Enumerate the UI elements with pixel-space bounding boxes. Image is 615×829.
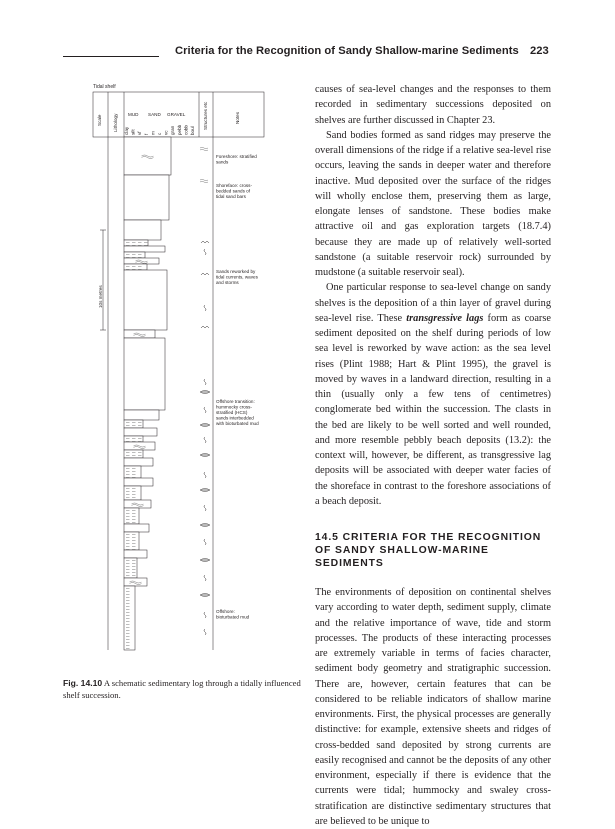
log-bed <box>124 246 165 252</box>
fig-top-label: Tidal shelf <box>93 84 116 90</box>
log-bed <box>124 220 161 240</box>
log-bed <box>124 486 141 500</box>
grain-size-labels <box>124 124 195 135</box>
log-bed <box>124 586 135 650</box>
log-bed <box>124 420 143 428</box>
figure-caption-text: A schematic sedimentary log through a tidally influenced shelf succession. <box>63 678 301 700</box>
paragraph-3 <box>315 280 551 509</box>
col-gravel: GRAVEL <box>167 112 186 117</box>
term-transgressive-lags: transgressive lags <box>406 312 484 324</box>
note-foreshore: Foreshore: stratified sands <box>216 154 257 165</box>
col-mud: MUD <box>128 112 139 117</box>
header-rule <box>63 56 159 57</box>
sedimentary-structure-symbols <box>200 147 210 635</box>
col-structures: Structures etc <box>203 101 208 130</box>
col-sand: SAND <box>148 112 161 117</box>
grain-size-clay: clay <box>124 126 129 135</box>
log-bed <box>124 436 143 442</box>
figure-caption <box>63 677 303 701</box>
scale-bar <box>100 230 106 330</box>
note-reworked-sands: Sands reworked by tidal currents, waves and storms <box>216 269 258 285</box>
paragraph-1: causes of sea-level changes and the responses to them recorded in sedimentary successions deposited on shelves are further discussed in Chapter 23. <box>315 84 551 126</box>
log-bed <box>124 466 141 478</box>
lithology-column <box>124 137 171 650</box>
log-bed <box>124 270 167 330</box>
grain-size-m: m <box>150 131 156 135</box>
grain-size-cobb: cobb <box>183 125 189 135</box>
grain-size-vf: vf <box>137 131 143 135</box>
log-bed <box>124 450 143 458</box>
grain-size-boul: boul <box>190 126 195 135</box>
log-bed <box>124 558 137 578</box>
grain-size-gran: gran <box>170 125 176 135</box>
paragraph-3-end: form as coarse sediment deposited on the shelf during periods of low sea level is reworked by wave action: as the sea level rises (Plint 1988; Hart & Plint 1995), the gravel is moved by waves in a landward direction, resulting in a thin (usually only a few tens of centimetres) conglomerate bed within the succession. The clasts in the bed are likely to be well sorted and well rounded, and more resemble pebbly beach deposits (13.2): the context will, however, be different, as transgressive lag deposits will be associated with deeper water facies of the shoreface in contrast to the foreshore associations of a beach deposit. <box>315 312 551 507</box>
log-bed <box>124 458 153 466</box>
grain-size-c: c <box>157 132 162 135</box>
col-lithology: Lithology <box>113 113 118 132</box>
log-bed <box>124 338 165 410</box>
log-bed <box>124 175 169 220</box>
paragraph-3-start: One particular response to sea-level change on sandy shelves is the deposition of a thin layer of gravel during sea-level rise. These <box>315 282 551 324</box>
grain-size-pebb: pebb <box>176 124 182 135</box>
note-offshore: Offshore: bioturbated mud <box>216 609 250 620</box>
running-header-title: Criteria for the Recognition of Sandy Shallow-marine Sediments <box>175 45 519 57</box>
log-bed <box>124 532 139 550</box>
grain-size-silt: silt <box>130 129 136 135</box>
figure-label: Fig. 14.10 <box>63 678 103 688</box>
paragraph-2: Sand bodies formed as sand ridges may preserve the overall dimensions of the ridge if a relative sea-level rise occurs, leaving the sands in deeper water and therefore inactive. Mud deposited over the surface of the ridges will wholly enclose them, preserving them as large, elongate lenses of sandstone. These bodies make attractive oil and gas exploration targets (18.7.4) because they are made up of relatively well-sorted sandstone (a suitable reservoir rock) surrounded by mudstone (a suitable reservoir seal). <box>315 129 551 278</box>
log-bed <box>124 428 157 436</box>
page-number: 223 <box>530 45 549 57</box>
log-bed <box>124 478 153 486</box>
log-notes <box>216 154 259 620</box>
sedimentary-log-figure <box>63 80 303 670</box>
log-bed <box>124 410 159 420</box>
log-bed <box>124 252 145 258</box>
scale-label: 10s metres <box>98 285 103 308</box>
grain-size-f: f <box>143 133 149 135</box>
log-bed <box>124 524 149 532</box>
log-bed <box>124 240 148 246</box>
note-offshore-transition: Offshore transition: hummocky cross-stratified (HCS) sands interbedded with bioturbated mud <box>216 399 259 426</box>
body-text-column <box>315 82 551 829</box>
grain-size-vc: vc <box>163 130 169 135</box>
section-heading-14-5: 14.5 CRITERIA FOR THE RECOGNITION OF SANDY SHALLOW-MARINE SEDIMENTS <box>315 532 542 569</box>
log-header <box>93 92 264 650</box>
paragraph-4: The environments of deposition on continental shelves vary according to water depth, sediment supply, climate and the relative importance of wave, tide and storm processes. The products of these interacting processes are extremely variable in terms of facies character, sediment body geometry and stratigraphic succession. There are, however, certain features that can be considered to be reliable indicators of shallow marine environments. First, the physical processes are generally distinctive: for example, extensive sheets and ridges of cross-bedded sand deposited by strong currents are easily recognised and cannot be the deposits of any other environment, especially if there is evidence that the currents were tidal; hummocky and swaley cross-stratification are distinctive sedimentary structures that are believed to be unique to <box>315 587 551 827</box>
log-bed <box>124 264 147 270</box>
col-notes: Notes <box>235 111 240 124</box>
col-scale: Scale <box>97 114 102 126</box>
log-bed <box>124 550 147 558</box>
note-shoreface: Shoreface: cross-bedded sands of tidal sand bars <box>216 183 252 199</box>
